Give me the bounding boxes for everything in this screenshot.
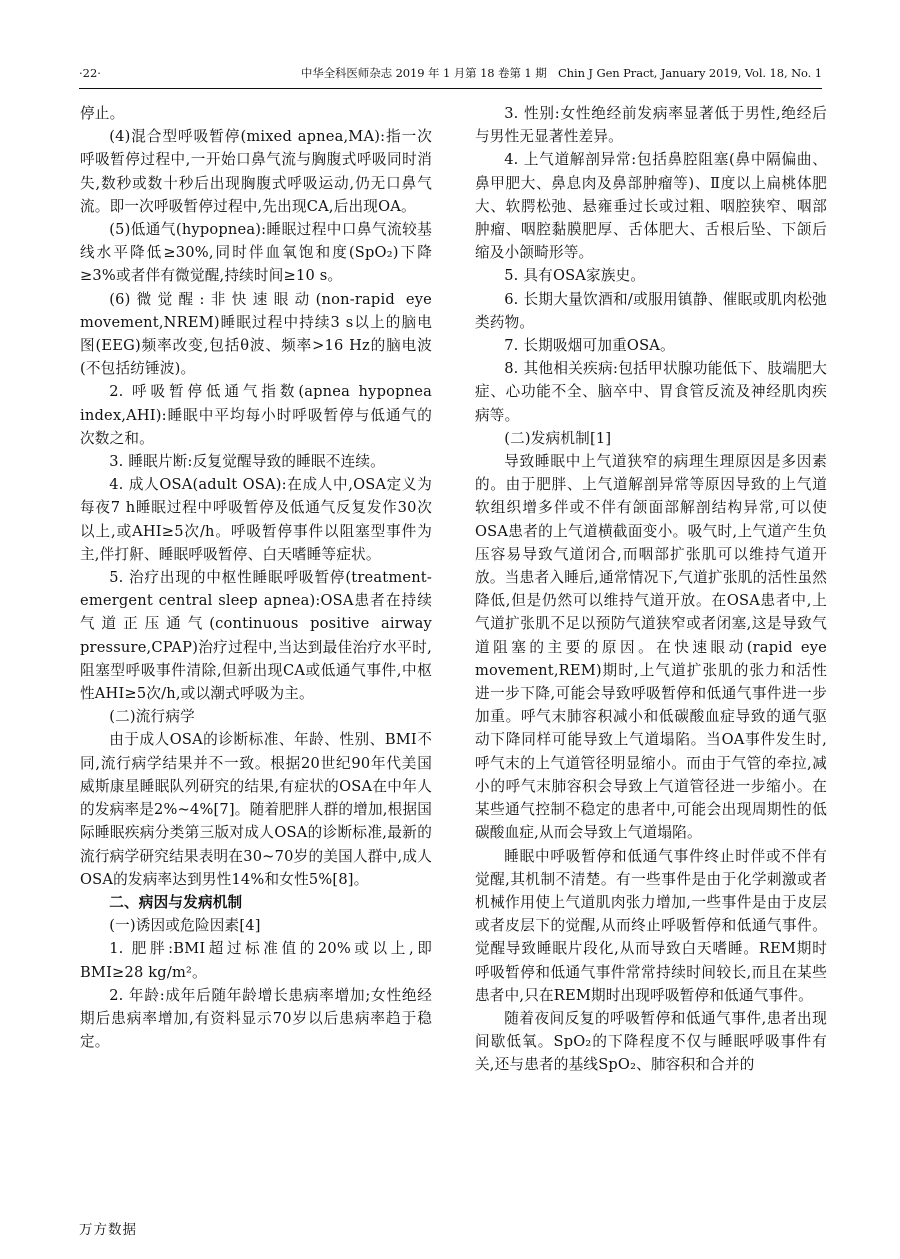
- paragraph: 2. 呼吸暂停低通气指数(apnea hypopnea index,AHI):睡眠中平均每小时呼吸暂停与低通气的次数之和。: [80, 383, 432, 447]
- paragraph: 由于成人OSA的诊断标准、年龄、性别、BMI不同,流行病学结果并不一致。根据20世纪90年代美国威斯康星睡眠队列研究的结果,有症状的OSA在中年人的发病率是2%~4%[7]。随着肥胖人群的增加,根据国际睡眠疾病分类第三版对成人OSA的诊断标准,最新的流行病学研究结果表明在30~70岁的美国人群中,成人OSA的发病率达到男性14%和女性5%[8]。: [80, 731, 432, 888]
- paragraph: 4. 成人OSA(adult OSA):在成人中,OSA定义为每夜7 h睡眠过程中呼吸暂停及低通气反复发作30次以上,或AHI≥5次/h。呼吸暂停事件以阻塞型事件为主,伴打鼾、睡眠呼吸暂停、白天嗜睡等症状。: [80, 476, 432, 563]
- paragraph: 导致睡眠中上气道狭窄的病理生理原因是多因素的。由于肥胖、上气道解剖异常等原因导致的上气道软组织增多伴或不伴有颌面部解剖结构异常,可以使OSA患者的上气道横截面变小。吸气时,上气道产生负压容易导致气道闭合,而咽部扩张肌可以维持气道开放。当患者入睡后,通常情况下,气道扩张肌的活性虽然降低,但是仍然可以维持气道开放。在OSA患者中,上气道扩张肌不足以预防气道狭窄或者闭塞,这是导致气道阻塞的主要的原因。在快速眼动(rapid eye movement,REM)期时,上气道扩张肌的张力和活性进一步下降,可能会导致呼吸暂停和低通气事件进一步加重。呼气末肺容积减小和低碳酸血症导致的通气驱动下降同样可能导致上气道塌陷。当OA事件发生时,呼气末的上气道管径明显缩小。而由于气管的牵拉,减小的呼气末肺容积会导致上气道管径进一步缩小。在某些通气控制不稳定的患者中,可能会出现周期性的低碳酸血症,从而会导致上气道塌陷。: [475, 453, 827, 842]
- paragraph: 3. 睡眠片断:反复觉醒导致的睡眠不连续。: [109, 453, 385, 471]
- paragraph: 3. 性别:女性绝经前发病率显著低于男性,绝经后与男性无显著性差异。: [475, 105, 827, 146]
- paragraph: 停止。: [80, 105, 125, 122]
- journal-info: 中华全科医师杂志 2019 年 1 月第 18 卷第 1 期 Chin J Gen Pract, January 2019, Vol. 18, No. 1: [300, 66, 822, 80]
- paragraph: 6. 长期大量饮酒和/或服用镇静、催眠或肌肉松弛类药物。: [475, 290, 827, 331]
- header-rule: [79, 88, 822, 89]
- section-heading: 二、病因与发病机制: [109, 893, 243, 911]
- paragraph: 2. 年龄:成年后随年龄增长患病率增加;女性绝经期后患病率增加,有资料显示70岁以后患病率趋于稳定。: [80, 986, 432, 1051]
- wanfang-watermark: 万方数据: [79, 1222, 137, 1238]
- paragraph: 5. 治疗出现的中枢性睡眠呼吸暂停(treatment-emergent central sleep apnea):OSA患者在持续气道正压通气(continuous positive airway pressure,CPAP)治疗过程中,当达到最佳治疗水平时,阻塞型呼吸事件清除,但新出现CA或低通气事件,中枢性AHI≥5次/h,或以潮式呼吸为主。: [80, 569, 432, 703]
- subsection-heading: (二)发病机制[1]: [504, 429, 612, 447]
- left-column: [80, 102, 432, 1053]
- paragraph: 5. 具有OSA家族史。: [504, 267, 646, 285]
- subsection-heading: (二)流行病学: [109, 708, 195, 726]
- paragraph: 8. 其他相关疾病:包括甲状腺功能低下、肢端肥大症、心功能不全、脑卒中、胃食管反流及神经肌肉疾病等。: [475, 360, 827, 424]
- paragraph: (4)混合型呼吸暂停(mixed apnea,MA):指一次呼吸暂停过程中,一开始口鼻气流与胸腹式呼吸同时消失,数秒或数十秒后出现胸腹式呼吸运动,仍无口鼻气流。即一次呼吸暂停过程中,先出现CA,后出现OA。: [80, 128, 432, 215]
- right-column: [475, 102, 827, 1077]
- paragraph: (6)微觉醒:非快速眼动(non-rapid eye movement,NREM)睡眠过程中持续3 s以上的脑电图(EEG)频率改变,包括θ波、频率>16 Hz的脑电波(不包括纺锤波)。: [80, 290, 432, 378]
- subsection-heading: (一)诱因或危险因素[4]: [109, 917, 261, 935]
- page-number: ·22·: [79, 66, 101, 80]
- paragraph: 1. 肥胖:BMI超过标准值的20%或以上,即BMI≥28 kg/m²。: [80, 940, 432, 981]
- paragraph: 随着夜间反复的呼吸暂停和低通气事件,患者出现间歇低氧。SpO₂的下降程度不仅与睡眠呼吸事件有关,还与患者的基线SpO₂、肺容积和合并的: [475, 1009, 827, 1074]
- paragraph: (5)低通气(hypopnea):睡眠过程中口鼻气流较基线水平降低≥30%,同时伴血氧饱和度(SpO₂)下降≥3%或者伴有微觉醒,持续时间≥10 s。: [80, 221, 432, 285]
- running-header: [79, 62, 822, 84]
- paragraph: 4. 上气道解剖异常:包括鼻腔阻塞(鼻中隔偏曲、鼻甲肥大、鼻息肉及鼻部肿瘤等)、Ⅱ度以上扁桃体肥大、软腭松弛、悬雍垂过长或过粗、咽腔狭窄、咽部肿瘤、咽腔黏膜肥厚、舌体肥大、舌根后坠、下颌后缩及小颌畸形等。: [475, 151, 827, 262]
- paragraph: 7. 长期吸烟可加重OSA。: [504, 337, 675, 355]
- paragraph: 睡眠中呼吸暂停和低通气事件终止时伴或不伴有觉醒,其机制不清楚。有一些事件是由于化学刺激或者机械作用使上气道肌肉张力增加,一些事件是由于皮层或者皮层下的觉醒,从而终止呼吸暂停和低通气事件。觉醒导致睡眠片段化,从而导致白天嗜睡。REM期时呼吸暂停和低通气事件常常持续时间较长,而且在某些患者中,只在REM期时出现呼吸暂停和低通气事件。: [475, 847, 827, 1004]
